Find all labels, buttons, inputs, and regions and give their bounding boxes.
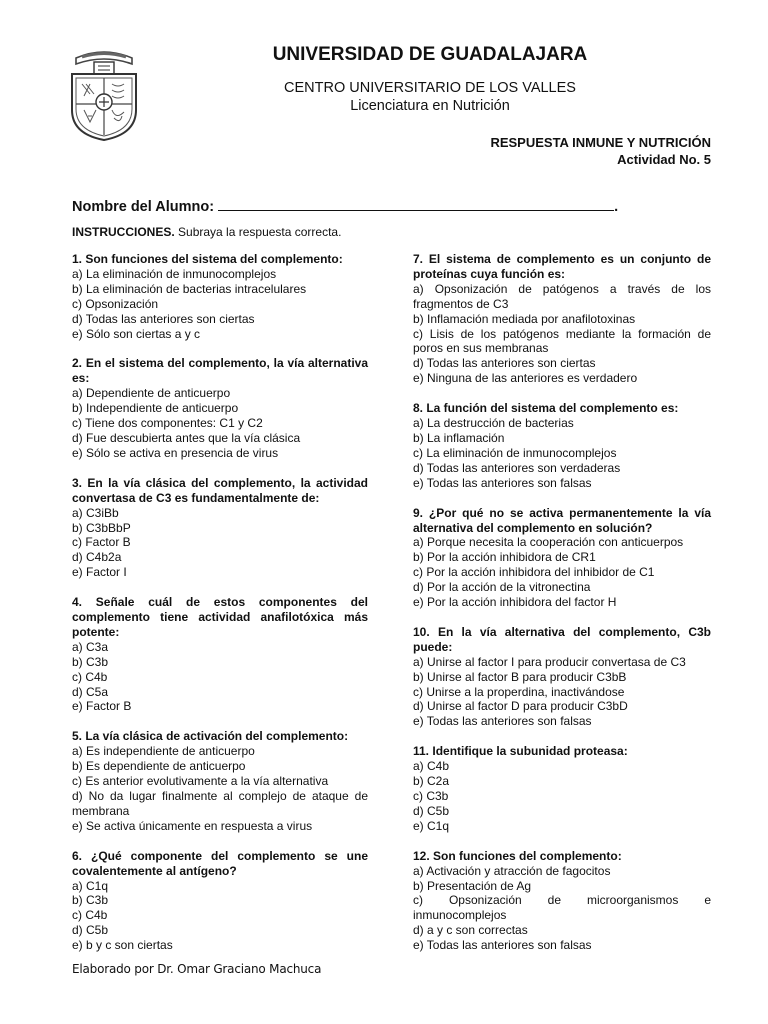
answer-option[interactable]: b) Es dependiente de anticuerpo <box>72 759 246 774</box>
instructions-label: INSTRUCCIONES. <box>72 225 175 239</box>
question <box>413 401 711 490</box>
question <box>413 744 711 833</box>
answer-option[interactable]: e) Todas las anteriores son falsas <box>413 938 592 953</box>
answer-option[interactable]: a) Porque necesita la cooperación con anticuerpos <box>413 535 684 550</box>
answer-option[interactable]: e) b y c son ciertas <box>72 938 173 953</box>
questions-right-column <box>413 252 711 968</box>
question <box>72 595 368 714</box>
answer-option[interactable]: e) Por la acción inhibidora del factor H <box>413 595 617 610</box>
question-title: 6. ¿Qué componente del complemento se une covalentemente al antígeno? <box>72 848 368 878</box>
instructions <box>72 225 341 239</box>
answer-option[interactable]: a) C3iBb <box>72 505 119 520</box>
university-title: UNIVERSIDAD DE GUADALAJARA <box>272 44 588 65</box>
question <box>72 252 368 341</box>
answer-option[interactable]: e) Sólo se activa en presencia de virus <box>72 445 279 460</box>
question <box>72 476 368 580</box>
answer-option[interactable]: b) Independiente de anticuerpo <box>72 401 239 416</box>
answer-option[interactable]: a) Opsonización de patógenos a través de los fragmentos de C3 <box>413 281 711 311</box>
question <box>413 506 711 610</box>
answer-option[interactable]: b) Por la acción inhibidora de CR1 <box>413 550 596 565</box>
answer-option[interactable]: e) Todas las anteriores son falsas <box>413 475 592 490</box>
answer-option[interactable]: c) C4b <box>72 908 108 923</box>
course-title: RESPUESTA INMUNE Y NUTRICIÓN <box>490 135 711 150</box>
answer-option[interactable]: c) Es anterior evolutivamente a la vía alternativa <box>72 774 329 789</box>
answer-option[interactable]: e) Sólo son ciertas a y c <box>72 326 201 341</box>
answer-option[interactable]: b) Unirse al factor B para producir C3bB <box>413 669 627 684</box>
answer-option[interactable]: b) C2a <box>413 774 450 789</box>
answer-option[interactable]: a) C1q <box>72 878 109 893</box>
answer-option[interactable]: e) Factor I <box>72 565 127 580</box>
student-name-end: . <box>614 199 619 215</box>
answer-option[interactable]: c) Tiene dos componentes: C1 y C2 <box>72 416 263 431</box>
instructions-text: Subraya la respuesta correcta. <box>174 225 342 239</box>
question-title: 12. Son funciones del complemento: <box>413 848 622 863</box>
answer-option[interactable]: d) No da lugar finalmente al complejo de ataque de membrana <box>72 789 368 818</box>
question-title: 2. En el sistema del complemento, la vía alternativa es: <box>72 356 368 386</box>
answer-option[interactable]: d) Unirse al factor D para producir C3bD <box>413 699 628 714</box>
answer-option[interactable]: d) C5a <box>72 684 109 699</box>
answer-option[interactable]: e) Ninguna de las anteriores es verdadero <box>413 371 638 386</box>
question-title: 3. En la vía clásica del complemento, la actividad convertasa de C3 es fundamentalmente de: <box>72 475 368 505</box>
question-title: 5. La vía clásica de activación del complemento: <box>72 729 349 744</box>
answer-option[interactable]: c) Unirse a la properdina, inactivándose <box>413 684 625 699</box>
answer-option[interactable]: e) Factor B <box>72 699 132 714</box>
answer-option[interactable]: b) La inflamación <box>413 430 505 445</box>
answer-option[interactable]: a) Activación y atracción de fagocitos <box>413 863 611 878</box>
answer-option[interactable]: d) Por la acción de la vitronectina <box>413 580 591 595</box>
answer-option[interactable]: d) Todas las anteriores son verdaderas <box>413 460 621 475</box>
answer-option[interactable]: a) La eliminación de inmunocomplejos <box>72 266 277 281</box>
answer-option[interactable]: e) C1q <box>413 818 450 833</box>
question-title: 8. La función del sistema del complemento es: <box>413 401 679 416</box>
question-title: 9. ¿Por qué no se activa permanentemente la vía alternativa del complemento en solución? <box>413 505 711 535</box>
course-header <box>490 134 711 168</box>
answer-option[interactable]: b) Inflamación mediada por anafilotoxinas <box>413 311 636 326</box>
answer-option[interactable]: c) La eliminación de inmunocomplejos <box>413 445 617 460</box>
answer-option[interactable]: d) Fue descubierta antes que la vía clásica <box>72 430 301 445</box>
answer-option[interactable]: c) C4b <box>72 669 108 684</box>
answer-option[interactable]: b) C3b <box>72 893 109 908</box>
question-title: 4. Señale cuál de estos componentes del complemento tiene actividad anafilotóxica más potente: <box>72 595 368 639</box>
student-name-field[interactable] <box>72 196 618 215</box>
question-title: 10. En la vía alternativa del complemento, C3b puede: <box>413 624 711 654</box>
answer-option[interactable]: d) a y c son correctas <box>413 923 528 938</box>
answer-option[interactable]: c) Opsonización <box>72 296 159 311</box>
answer-option[interactable]: a) Unirse al factor I para producir convertasa de C3 <box>413 654 686 669</box>
answer-option[interactable]: a) C3a <box>72 639 109 654</box>
program-name: Licenciatura en Nutrición <box>350 98 510 114</box>
answer-option[interactable]: b) C3bBbP <box>72 520 131 535</box>
question <box>72 849 368 953</box>
question-title: 7. El sistema de complemento es un conjunto de proteínas cuya función es: <box>413 252 711 281</box>
answer-option[interactable]: a) Dependiente de anticuerpo <box>72 386 231 401</box>
activity-number: Actividad No. 5 <box>617 152 711 167</box>
question <box>413 252 711 386</box>
answer-option[interactable]: c) C3b <box>413 789 449 803</box>
answer-option[interactable]: a) La destrucción de bacterias <box>413 416 574 431</box>
answer-option[interactable]: c) Lisis de los patógenos mediante la formación de poros en sus membranas <box>413 326 711 356</box>
answer-option[interactable]: c) Factor B <box>72 535 131 550</box>
question <box>72 729 368 833</box>
answer-option[interactable]: d) C4b2a <box>72 550 122 565</box>
question <box>72 356 368 460</box>
answer-option[interactable]: b) La eliminación de bacterias intracelulares <box>72 281 307 296</box>
center-name: CENTRO UNIVERSITARIO DE LOS VALLES <box>284 80 576 96</box>
answer-option[interactable]: b) Presentación de Ag <box>413 878 532 893</box>
author-footer: Elaborado por Dr. Omar Graciano Machuca <box>72 962 322 976</box>
answer-option[interactable]: d) Todas las anteriores son ciertas <box>72 311 255 326</box>
student-name-label: Nombre del Alumno: <box>72 199 215 215</box>
questions-left-column <box>72 252 368 968</box>
question-title: 11. Identifique la subunidad proteasa: <box>413 744 628 759</box>
question <box>413 625 711 729</box>
question-title: 1. Son funciones del sistema del complemento: <box>72 252 343 266</box>
answer-option[interactable]: c) Por la acción inhibidora del inhibidor de C1 <box>413 565 655 580</box>
answer-option[interactable]: e) Se activa únicamente en respuesta a virus <box>72 818 313 833</box>
answer-option[interactable]: a) C4b <box>413 759 450 774</box>
answer-option[interactable]: a) Es independiente de anticuerpo <box>72 744 255 759</box>
answer-option[interactable]: d) Todas las anteriores son ciertas <box>413 356 596 371</box>
answer-option[interactable]: b) C3b <box>72 654 109 669</box>
answer-option[interactable]: d) C5b <box>72 923 109 938</box>
answer-option[interactable]: c) Opsonización de microorganismos e inmunocomplejos <box>413 893 711 923</box>
answer-option[interactable]: d) C5b <box>413 803 450 818</box>
answer-option[interactable]: e) Todas las anteriores son falsas <box>413 714 592 729</box>
student-name-line[interactable] <box>218 196 614 211</box>
question <box>413 849 711 953</box>
